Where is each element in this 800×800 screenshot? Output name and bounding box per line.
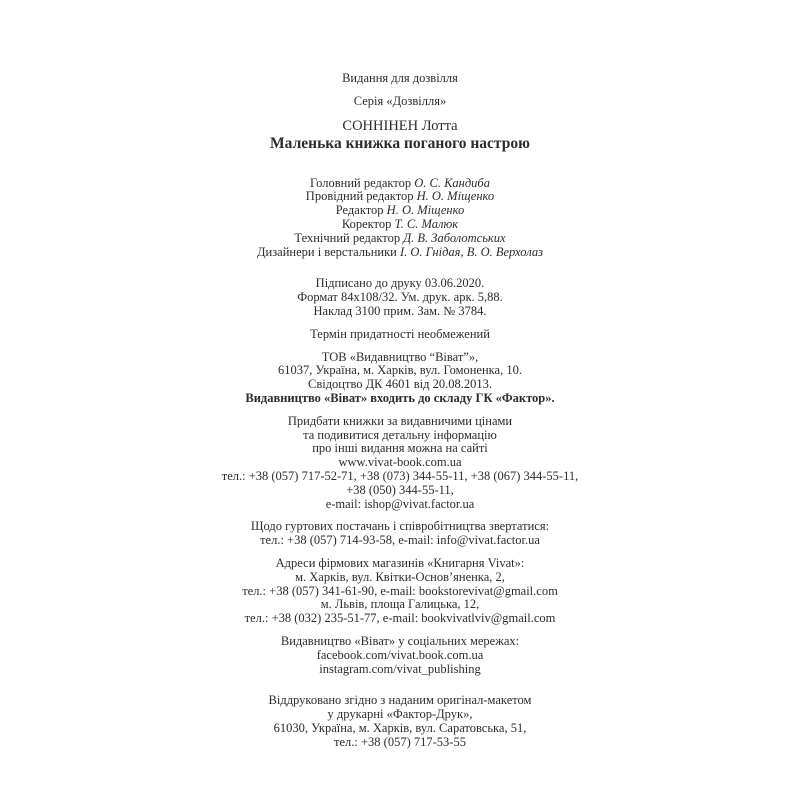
wholesale-line: Щодо гуртових постачань і співробітництва звертатися:: [250, 519, 550, 534]
social-block: [80, 635, 720, 676]
publisher-line: ТОВ «Видавництво “Віват”»,: [321, 349, 479, 364]
staff-line: [80, 177, 720, 191]
staff-block: [80, 177, 720, 260]
printed-at-line: 61030, Україна, м. Харків, вул. Саратовська, 51,: [273, 720, 527, 735]
staff-role: Дизайнери і верстальники: [257, 244, 400, 259]
printed-at-line: Віддруковано згідно з наданим оригінал-макетом: [268, 693, 532, 708]
staff-line: [80, 190, 720, 204]
staff-role: Редактор: [335, 203, 387, 218]
publisher-block: [80, 351, 720, 406]
staff-person: Н. О. Міщенко: [386, 203, 465, 218]
publisher-line: 61037, Україна, м. Харків, вул. Гомоненка, 10.: [278, 363, 522, 378]
facebook-link-text: facebook.com/vivat.book.com.ua: [316, 647, 484, 662]
staff-person: Т. С. Малюк: [394, 216, 459, 231]
staff-line: [80, 218, 720, 232]
print-info-block: [80, 277, 720, 318]
staff-line: [80, 246, 720, 260]
printed-at-phone: тел.: +38 (057) 717-53-55: [334, 734, 466, 749]
purchase-phones-line: +38 (050) 344-55-11,: [346, 482, 454, 497]
purchase-phones-line: тел.: +38 (057) 717-52-71, +38 (073) 344-55-11, +38 (067) 344-55-11,: [221, 468, 579, 483]
shelf-life-text: Термін придатності необмежений: [310, 326, 490, 341]
print-info-line: Формат 84х108/32. Ум. друк. арк. 5,88.: [297, 290, 503, 305]
staff-role: Провідний редактор: [305, 189, 417, 204]
print-info-line: Наклад 3100 прим. Зам. № 3784.: [313, 303, 487, 318]
print-info-line: Підписано до друку 03.06.2020.: [315, 276, 485, 291]
printed-at-line: у друкарні «Фактор-Друк»,: [327, 707, 473, 722]
purchase-block: [80, 415, 720, 512]
stores-heading: Адреси фірмових магазинів «Книгарня Vivat»:: [275, 555, 525, 570]
purchase-line: та подивитися детальну інформацію: [303, 427, 497, 442]
staff-person: І. О. Гнідая, В. О. Верхолаз: [399, 244, 543, 259]
instagram-link-text: instagram.com/vivat_publishing: [319, 661, 481, 676]
publisher-line: Свідоцтво ДК 4601 від 20.08.2013.: [307, 377, 492, 392]
colophon-content: [80, 72, 720, 749]
purchase-email-line: e-mail: ishop@vivat.factor.ua: [325, 496, 475, 511]
edition-type-block: [80, 72, 720, 86]
staff-line: [80, 204, 720, 218]
social-heading: Видавництво «Віват» у соціальних мережах:: [280, 633, 520, 648]
series-block: [80, 95, 720, 109]
publisher-group-line: Видавництво «Віват» входить до складу ГК «Фактор».: [245, 390, 555, 405]
staff-person: Д. В. Заболотських: [403, 230, 506, 245]
staff-role: Технічний редактор: [294, 230, 404, 245]
store-contact-line: тел.: +38 (032) 235-51-77, e-mail: bookvivatlviv@gmail.com: [244, 611, 556, 626]
stores-block: [80, 557, 720, 626]
staff-person: Н. О. Міщенко: [416, 189, 495, 204]
purchase-line: про інші видання можна на сайті: [312, 441, 488, 456]
printed-at-block: [80, 694, 720, 749]
staff-line: [80, 232, 720, 246]
publisher-website: www.vivat-book.com.ua: [338, 455, 462, 470]
author-name: СОННІНЕН Лотта: [342, 117, 458, 134]
edition-type-text: Видання для дозвілля: [342, 71, 458, 85]
store-address-line: м. Харків, вул. Квітки-Основ’яненка, 2,: [295, 569, 505, 584]
staff-role: Коректор: [341, 216, 395, 231]
purchase-line: Придбати книжки за видавничими цінами: [287, 413, 513, 428]
staff-role: Головний редактор: [310, 175, 415, 190]
title-block: [80, 118, 720, 153]
series-text: Серія «Дозвілля»: [353, 93, 447, 108]
book-title: Маленька книжка поганого настрою: [270, 134, 530, 152]
staff-person: О. С. Кандиба: [414, 175, 490, 190]
shelf-life-block: [80, 328, 720, 342]
store-address-line: м. Львів, площа Галицька, 12,: [320, 597, 480, 612]
wholesale-contact-line: тел.: +38 (057) 714-93-58, e-mail: info@vivat.factor.ua: [260, 533, 540, 548]
wholesale-block: [80, 520, 720, 548]
store-contact-line: тел.: +38 (057) 341-61-90, e-mail: bookstorevivat@gmail.com: [242, 583, 558, 598]
